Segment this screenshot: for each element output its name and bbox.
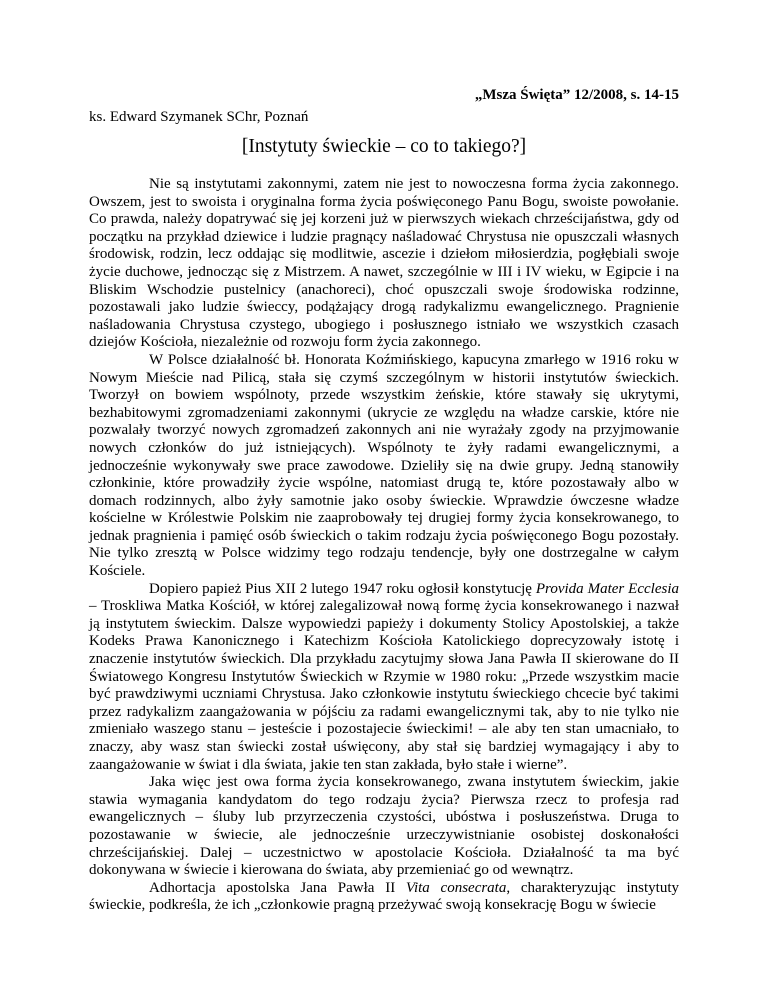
paragraph-1: Nie są instytutami zakonnymi, zatem nie jest to nowoczesna forma życia zakonnego. Owszem, jest to swoista i oryginalna forma życia poświęconego Panu Bogu, swoiste powołanie. Co prawda, należy dopatrywać się jej korzeni już w pierwszych wiekach chrześcijaństwa, gdy od początku na przykład dziewice i ludzie pragnący naśladować Chrystusa nie opuszczali własnych środowisk, rodzin, lecz oddając się modlitwie, ascezie i dziełom miłosierdzia, pogłębiali swoje życie duchowe, jednocząc się z Mistrzem. A nawet, szczególnie w III i IV wieku, w Egipcie i na Bliskim Wschodzie pustelnicy (anachoreci), choć opuszczali swoje środowiska rodzinne, pozostawali jako ludzie świeccy, podążający drogą radykalizmu ewangelicznego. Pragnienie naśladowania Chrystusa czystego, ubogiego i posłusznego istniało we wszystkich czasach dziejów Kościoła, niezależnie od rozwoju form życia zakonnego. — [89, 176, 679, 351]
article-body — [89, 176, 679, 915]
paragraph-5-text-b: , charakteryzując instytuty świeckie, podkreśla, że ich „członkowie pragną przeżywać swoją konsekrację Bogu w świecie — [89, 879, 680, 914]
paragraph-5-text-a: Adhortacja apostolska Jana Pawła II — [149, 879, 406, 896]
source-citation: „Msza Święta” 12/2008, s. 14-15 — [474, 87, 679, 103]
paragraph-2: W Polsce działalność bł. Honorata Koźmińskiego, kapucyna zmarłego w 1916 roku w Nowym Mieście nad Pilicą, stała się czymś szczególnym w historii instytutów świeckich. Tworzył on bowiem wspólnoty, przede wszystkim żeńskie, które stawały się ukrytymi, bezhabitowymi zgromadzeniami zakonnymi (ukrycie ze względu na władze carskie, które nie pozwalały tworzyć nowych zgromadzeń zakonnych ani nie wyrażały zgody na przyjmowanie nowych członków do już istniejących). Wspólnoty te żyły radami ewangelicznymi, a jednocześnie wykonywały swe prace zawodowe. Dzieliły się na dwie grupy. Jedną stanowiły członkinie, które prowadziły życie wspólne, natomiast drugą te, które pozostawały albo w domach rodzinnych, albo żyły samotnie jako osoby świeckie. Wprawdzie ówczesne władze kościelne w Królestwie Polskim nie zaaprobowały tej drugiej formy życia konsekrowanego, to jednak pragnienia i pamięć osób świeckich o takim rodzaju życia poświęconego Bogu pozostały. Nie tylko zresztą w Polsce widzimy tego rodzaju tendencje, były one dostrzegalne w całym Kościele. — [89, 351, 679, 580]
paragraph-3-italic: Provida Mater Ecclesia — [535, 580, 679, 597]
author-line: ks. Edward Szymanek SChr, Poznań — [89, 109, 309, 125]
paragraph-5-italic: Vita consecrata — [405, 879, 507, 896]
paragraph-5 — [89, 880, 679, 915]
paragraph-3-text-a: Dopiero papież Pius XII 2 lutego 1947 roku ogłosił konstytucję — [149, 580, 536, 597]
paragraph-3-text-b: – Troskliwa Matka Kościół, w której zalegalizował nową formę życia konsekrowanego i nazwał ją instytutem świeckim. Dalsze wypowiedzi papieży i dokumenty Stolicy Apostolskiej, a także Kodeks Prawa Kanonicznego i Katechizm Kościoła Katolickiego doprecyzowały istotę i znaczenie instytutów świeckich. Dla przykładu zacytujmy słowa Jana Pawła II skierowane do II Światowego Kongresu Instytutów Świeckich w Rzymie w 1980 roku: „Przede wszystkim macie być prawdziwymi uczniami Chrystusa. Jako członkowie instytutu świeckiego chcecie być takimi przez radykalizm zaangażowania w pójściu za radami ewangelicznymi tak, aby to nie tylko nie zmieniało waszego stanu – jesteście i pozostajecie świeckimi! – ale aby ten stan umacniało, to znaczy, aby wasz stan świecki został uświęcony, aby stał się bardziej wymagający i aby to zaangażowanie w świat i dla świata, jakie ten stan zakłada, było stałe i wierne”. — [89, 598, 679, 773]
paragraph-4: Jaka więc jest owa forma życia konsekrowanego, zwana instytutem świeckim, jakie stawia wymagania kandydatom do tego rodzaju życia? Pierwsza rzecz to profesja rad ewangelicznych – śluby lub przyrzeczenia czystości, ubóstwa i posłuszeństwa. Druga to pozostawanie w świecie, ale jednocześnie urzeczywistnianie osobistej doskonałości chrześcijańskiej. Dalej – uczestnictwo w apostolacie Kościoła. Działalność ta ma być dokonywana w świecie i kierowana do świata, aby przemieniać go od wewnątrz. — [89, 774, 679, 879]
paragraph-3 — [89, 581, 679, 775]
article-title: [Instytuty świeckie – co to takiego?] — [241, 136, 527, 157]
